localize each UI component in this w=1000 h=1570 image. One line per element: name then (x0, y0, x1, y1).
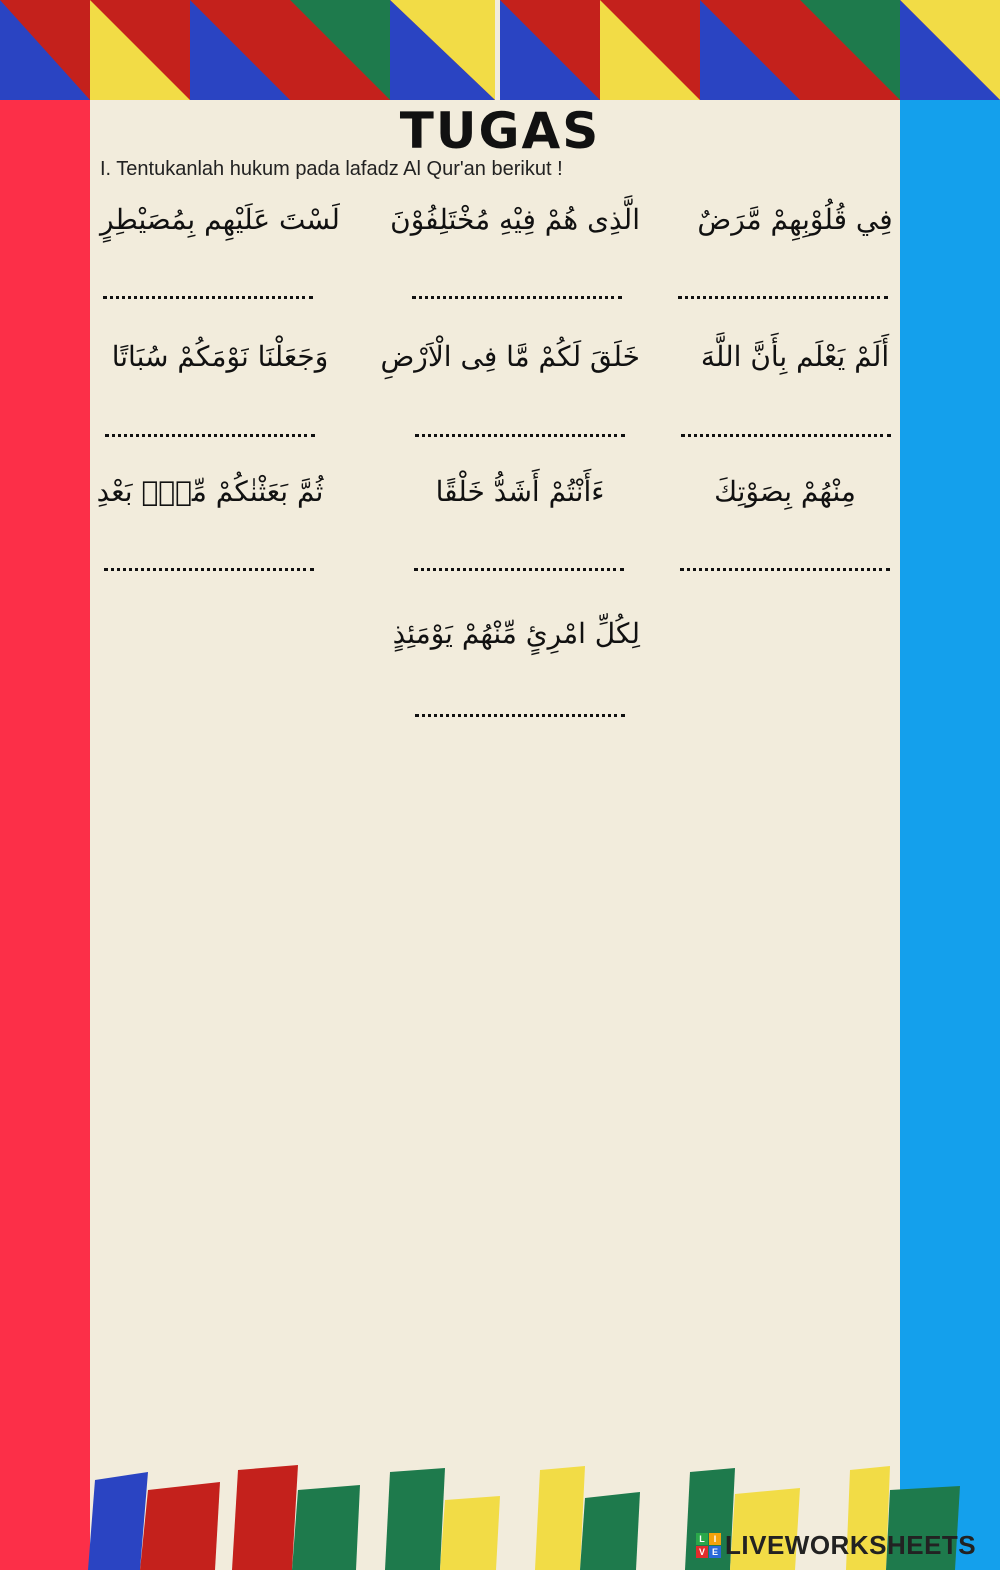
answer-field[interactable] (415, 688, 625, 717)
liveworksheets-logo[interactable] (696, 1530, 976, 1561)
arabic-phrase: وَجَعَلْنَا نَوْمَكُمْ سُبَاتًا (111, 340, 329, 373)
answer-field[interactable] (412, 270, 622, 299)
arabic-phrase: مِنْهُمْ بِصَوْتِكَ (714, 475, 856, 508)
arabic-phrase: ثُمَّ بَعَثْنٰكُمْ مِّنْۢ بَعْدِ (96, 475, 324, 508)
top-decorative-band (0, 0, 1000, 100)
answer-field[interactable] (104, 542, 314, 571)
arabic-phrase: خَلَقَ لَكُمْ مَّا فِى الْاَرْضِ (380, 340, 640, 373)
arabic-phrase: فِي قُلُوْبِهِمْ مَّرَضٌ (697, 203, 893, 236)
arabic-phrase: لَسْتَ عَلَيْهِم بِمُصَيْطِرٍ (100, 203, 340, 236)
left-color-bar (0, 0, 90, 1570)
answer-field[interactable] (103, 270, 313, 299)
logo-mark-tile: V (696, 1546, 708, 1558)
arabic-phrase: ءَأَنْتُمْ أَشَدُّ خَلْقًا (435, 475, 605, 508)
worksheet-paper (90, 100, 900, 1470)
arabic-phrase: أَلَمْ يَعْلَم بِأَنَّ اللَّهَ (700, 340, 890, 373)
answer-field[interactable] (105, 408, 315, 437)
answer-field[interactable] (414, 542, 624, 571)
right-color-bar (900, 0, 1000, 1570)
instruction-text: I. Tentukanlah hukum pada lafadz Al Qur'an berikut ! (100, 158, 563, 180)
logo-mark-tile: E (709, 1546, 721, 1558)
logo-mark-icon (696, 1533, 721, 1558)
answer-field[interactable] (680, 542, 890, 571)
logo-mark-tile: I (709, 1533, 721, 1545)
answer-field[interactable] (678, 270, 888, 299)
answer-field[interactable] (415, 408, 625, 437)
page-title: TUGAS (399, 102, 601, 160)
arabic-phrase: لِكُلِّ امْرِئٍ مِّنْهُمْ يَوْمَئِذٍ (392, 617, 640, 650)
arabic-phrase: الَّذِى هُمْ فِيْهِ مُخْتَلِفُوْنَ (390, 203, 640, 236)
logo-text: LIVEWORKSHEETS (725, 1530, 977, 1560)
answer-field[interactable] (681, 408, 891, 437)
logo-mark-tile: L (696, 1533, 708, 1545)
